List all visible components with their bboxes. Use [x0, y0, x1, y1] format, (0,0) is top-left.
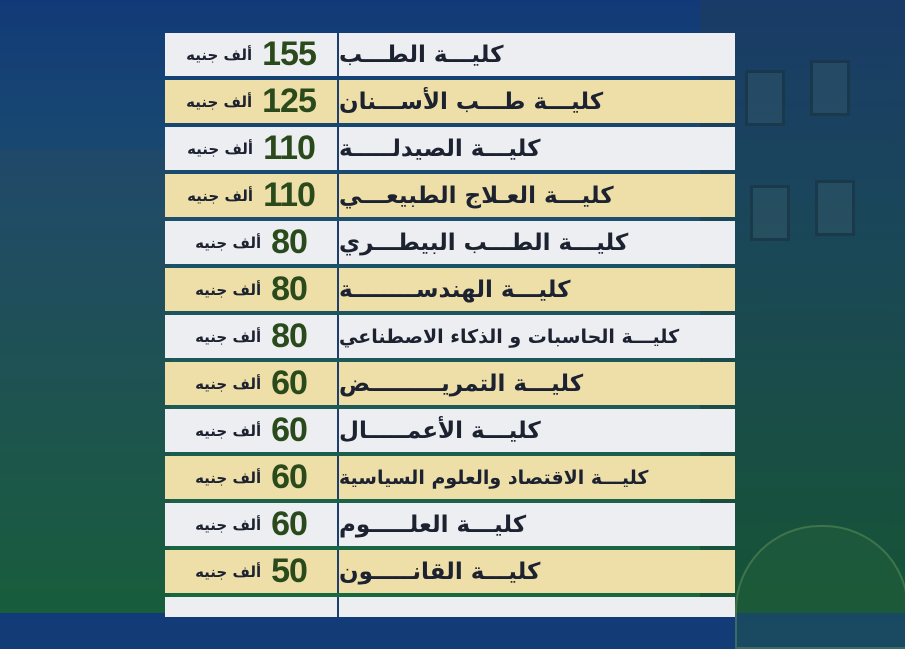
fee-unit: ألف جنيه [187, 186, 254, 205]
fee-unit: ألف جنيه [195, 374, 262, 393]
fee-unit: ألف جنيه [195, 468, 262, 487]
fee-amount-cell [165, 597, 337, 617]
college-name: كليـــة الاقتصاد والعلوم السياسية [339, 466, 649, 489]
table-row [165, 174, 735, 217]
fee-value: 110 [263, 176, 315, 214]
table-row-partial [165, 597, 735, 617]
college-name: كليـــة العلـــــوم [339, 511, 527, 538]
fee-unit: ألف جنيه [186, 92, 253, 111]
table-row [165, 127, 735, 170]
fee-value: 50 [271, 552, 307, 590]
fee-unit: ألف جنيه [195, 562, 262, 581]
college-name: كليـــة التمريـــــــــض [339, 370, 584, 397]
fee-amount-cell [165, 456, 337, 499]
fee-unit: ألف جنيه [195, 233, 262, 252]
fee-value: 125 [262, 82, 316, 120]
college-name: كليـــة الأعمـــــال [339, 417, 541, 444]
fee-value: 80 [271, 317, 307, 355]
fee-value: 80 [271, 223, 307, 261]
fee-amount-cell [165, 362, 337, 405]
fee-amount-cell [165, 174, 337, 217]
fee-unit: ألف جنيه [195, 280, 262, 299]
college-name: كليـــة الطـــب البيطـــري [339, 229, 629, 256]
fee-value: 60 [271, 411, 307, 449]
table-row [165, 221, 735, 264]
fee-amount-cell [165, 268, 337, 311]
fee-value: 60 [271, 505, 307, 543]
fee-amount-cell [165, 409, 337, 452]
fee-value: 60 [271, 458, 307, 496]
college-name [339, 597, 735, 617]
fee-unit: ألف جنيه [186, 45, 253, 64]
fee-value: 60 [271, 364, 307, 402]
fee-amount-cell [165, 33, 337, 76]
college-name: كليـــة طـــب الأســـنان [339, 88, 604, 115]
fee-amount-cell [165, 80, 337, 123]
fee-amount-cell [165, 550, 337, 593]
fee-value: 155 [262, 35, 316, 73]
table-row [165, 456, 735, 499]
table-row [165, 503, 735, 546]
fee-unit: ألف جنيه [195, 421, 262, 440]
table-row [165, 550, 735, 593]
table-row [165, 80, 735, 123]
college-name: كليـــة العـلاج الطبيعـــي [339, 182, 614, 209]
college-name: كليـــة الهندســــــــة [339, 276, 571, 303]
college-name: كليـــة الصيدلـــــة [339, 135, 541, 162]
table-row [165, 315, 735, 358]
table-row [165, 409, 735, 452]
fees-table [165, 33, 735, 617]
background-building-left [0, 150, 170, 613]
fee-amount-cell [165, 221, 337, 264]
fee-unit: ألف جنيه [195, 515, 262, 534]
fee-value: 80 [271, 270, 307, 308]
fee-amount-cell [165, 315, 337, 358]
fee-amount-cell [165, 503, 337, 546]
table-row [165, 33, 735, 76]
table-row [165, 268, 735, 311]
college-name: كليـــة القانـــــون [339, 558, 541, 585]
fee-unit: ألف جنيه [195, 327, 262, 346]
college-name: كليـــة الطـــب [339, 41, 504, 68]
fee-unit: ألف جنيه [187, 139, 254, 158]
table-row [165, 362, 735, 405]
fee-value: 110 [263, 129, 315, 167]
college-name: كليـــة الحاسبات و الذكاء الاصطناعي [339, 325, 680, 348]
fee-amount-cell [165, 127, 337, 170]
